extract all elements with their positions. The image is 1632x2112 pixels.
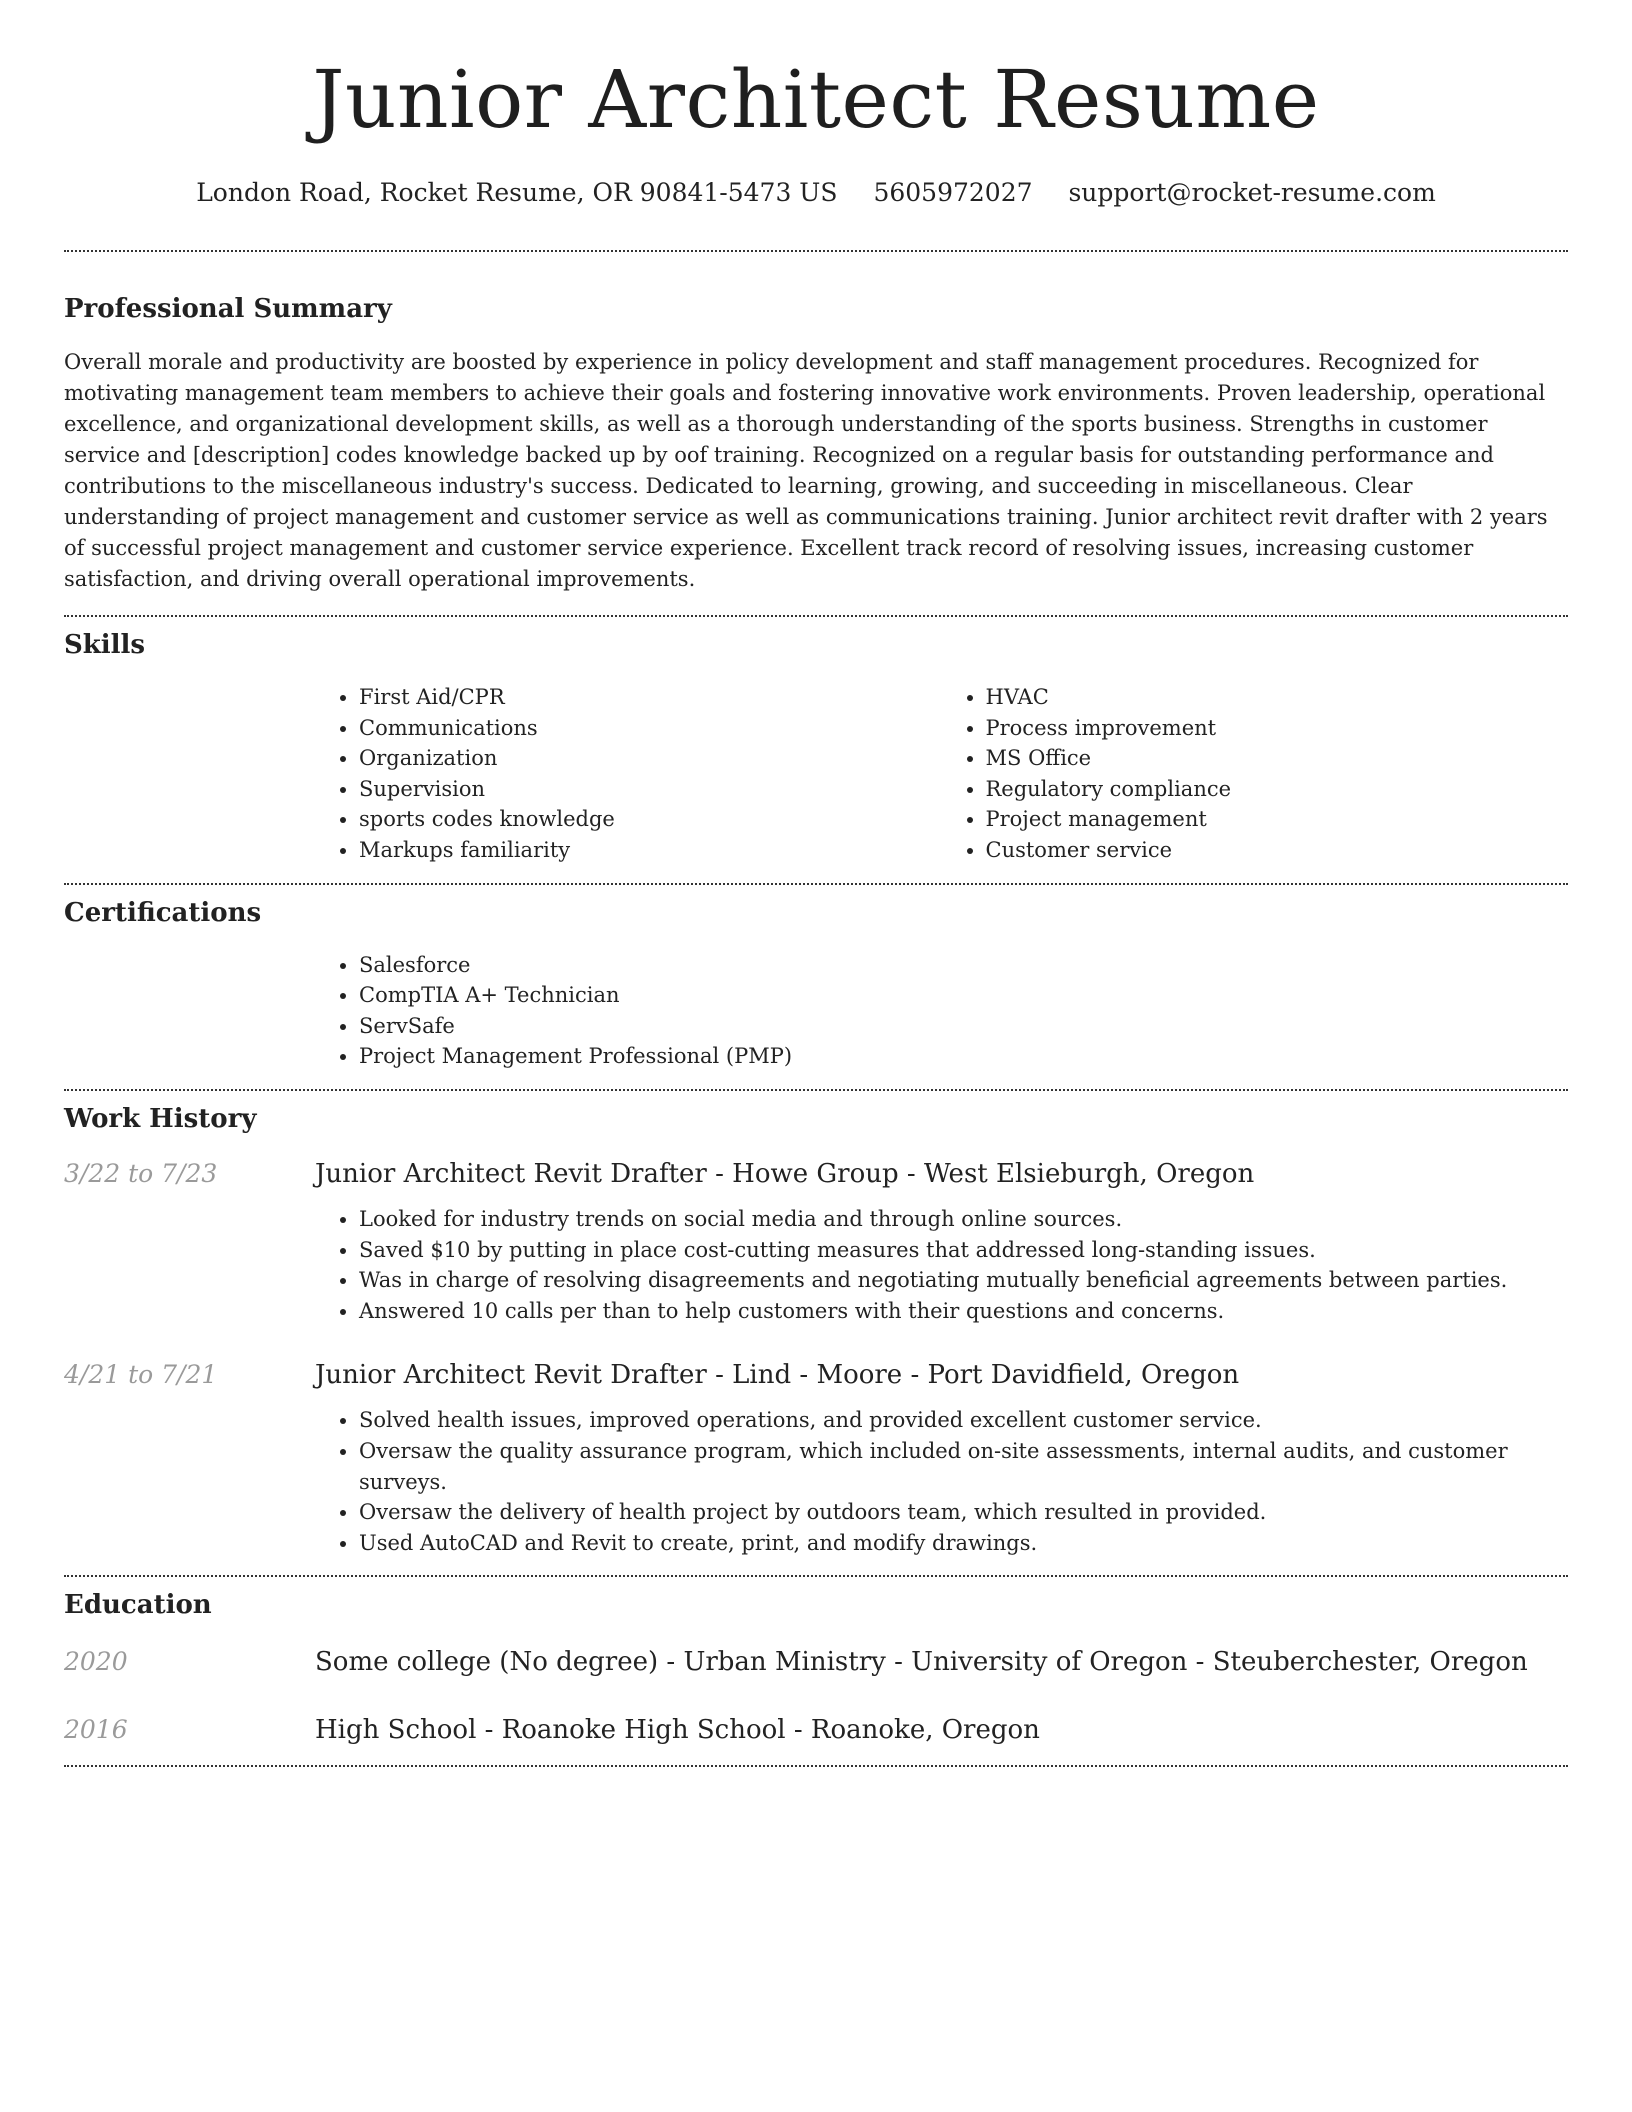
job-bullet: • Oversaw the delivery of health project by outdoors team, which resulted in provided. xyxy=(359,1497,1568,1528)
contact-address: London Road, Rocket Resume, OR 90841-5473 US xyxy=(196,178,838,207)
job-bullets xyxy=(315,1204,1568,1326)
skill-item: • Project management xyxy=(986,804,1569,835)
job-dates: 4/21 to 7/21 xyxy=(64,1360,218,1390)
education-year: 2020 xyxy=(64,1647,128,1677)
skills-column-right xyxy=(942,682,1569,866)
job-bullet: • Saved $10 by putting in place cost-cutting measures that addressed long-standing issues. xyxy=(359,1235,1568,1266)
divider xyxy=(64,250,1568,252)
job-title: Junior Architect Revit Drafter - Howe Group - West Elsieburgh, Oregon xyxy=(315,1158,1255,1189)
skill-item: • Customer service xyxy=(986,835,1569,866)
skill-item: • Supervision xyxy=(359,774,942,805)
education-detail: Some college (No degree) - Urban Ministry - University of Oregon - Steuberchester, Oregon xyxy=(315,1647,1528,1678)
divider xyxy=(64,1575,1568,1577)
job-entry xyxy=(64,1157,1568,1191)
skill-item: • Communications xyxy=(359,713,942,744)
job-bullet: • Was in charge of resolving disagreements and negotiating mutually beneficial agreements between parties. xyxy=(359,1265,1568,1296)
skill-item: • Markups familiarity xyxy=(359,835,942,866)
skill-item: • Regulatory compliance xyxy=(986,774,1569,805)
certification-item: • CompTIA A+ Technician xyxy=(359,980,1568,1011)
skill-item: • MS Office xyxy=(986,743,1569,774)
education-entry xyxy=(64,1645,1568,1679)
skill-item: • Organization xyxy=(359,743,942,774)
contact-email: support@rocket-resume.com xyxy=(1068,178,1436,207)
certification-item: • Salesforce xyxy=(359,950,1568,981)
contact-phone: 5605972027 xyxy=(873,178,1033,207)
job-dates: 3/22 to 7/23 xyxy=(64,1158,218,1188)
contact-line xyxy=(64,176,1568,210)
divider xyxy=(64,615,1568,617)
resume-title: Junior Architect Resume xyxy=(312,53,1320,146)
skill-item: • sports codes knowledge xyxy=(359,804,942,835)
skill-item: • HVAC xyxy=(986,682,1569,713)
job-bullet: • Answered 10 calls per than to help customers with their questions and concerns. xyxy=(359,1296,1568,1327)
job-entry xyxy=(64,1358,1568,1392)
resume-page xyxy=(64,0,1568,1767)
skill-item: • Process improvement xyxy=(986,713,1569,744)
divider xyxy=(64,1089,1568,1091)
skill-item: • First Aid/CPR xyxy=(359,682,942,713)
divider xyxy=(64,1765,1568,1767)
job-bullets xyxy=(315,1405,1568,1558)
education-detail: High School - Roanoke High School - Roanoke, Oregon xyxy=(315,1715,1040,1746)
job-bullet: • Oversaw the quality assurance program, which included on-site assessments, internal audits, and customer surveys. xyxy=(359,1436,1568,1497)
certification-item: • Project Management Professional (PMP) xyxy=(359,1041,1568,1072)
skills-heading: Skills xyxy=(64,630,146,660)
work-history-heading: Work History xyxy=(64,1103,257,1134)
job-bullet: • Used AutoCAD and Revit to create, print, and modify drawings. xyxy=(359,1528,1568,1559)
job-bullet: • Looked for industry trends on social media and through online sources. xyxy=(359,1204,1568,1235)
certifications-heading: Certifications xyxy=(64,897,262,928)
certification-item: • ServSafe xyxy=(359,1011,1568,1042)
summary-heading: Professional Summary xyxy=(64,294,392,324)
summary-text: Overall morale and productivity are boosted by experience in policy development and staff management procedures. Recognized for motivating management team members to achieve their goals and fostering innovative work environments. Proven leadership, operational excellence, and organizational development skills, as well as a thorough understanding of the sports business. Strengths in customer service and [description] codes knowledge backed up by oof training. Recognized on a regular basis for outstanding performance and contributions to the miscellaneous industry's success. Dedicated to learning, growing, and succeeding in miscellaneous. Clear understanding of project management and customer service as well as communications training. Junior architect revit drafter with 2 years of successful project management and customer service experience. Excellent track record of resolving issues, increasing customer satisfaction, and driving overall operational improvements. xyxy=(64,350,1548,591)
job-bullet: • Solved health issues, improved operations, and provided excellent customer service. xyxy=(359,1405,1568,1436)
certifications-list xyxy=(315,950,1568,1072)
education-heading: Education xyxy=(64,1590,212,1621)
job-title: Junior Architect Revit Drafter - Lind - Moore - Port Davidfield, Oregon xyxy=(315,1360,1240,1391)
skills-list xyxy=(315,682,1568,866)
education-year: 2016 xyxy=(64,1715,128,1745)
education-entry xyxy=(64,1713,1568,1747)
skills-column-left xyxy=(315,682,942,866)
divider xyxy=(64,883,1568,885)
